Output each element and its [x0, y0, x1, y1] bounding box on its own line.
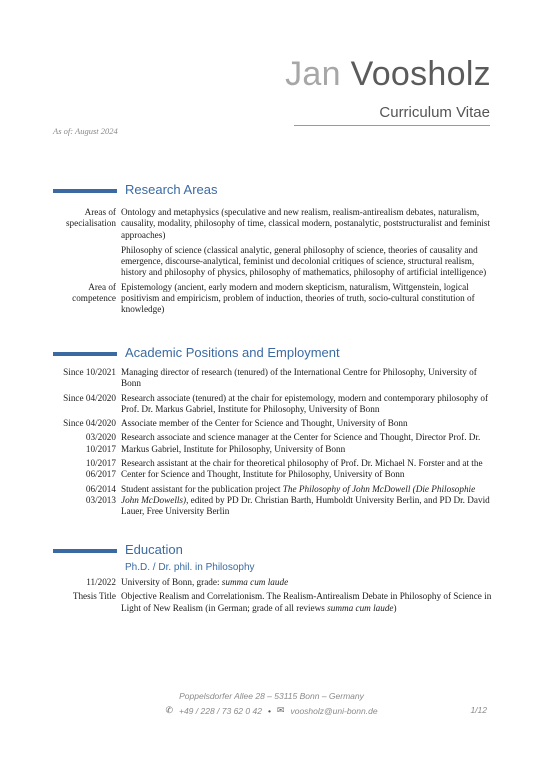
research-areas-block	[40, 207, 492, 319]
thesis-item	[40, 591, 492, 614]
page-number: 1/12	[470, 705, 487, 715]
footer-phone: +49 / 228 / 73 62 0 42	[178, 705, 262, 716]
envelope-icon: ✉	[276, 705, 285, 715]
row-content: University of Bonn, grade: summa cum laude	[121, 577, 289, 587]
section-bar	[53, 549, 117, 553]
row-content: Epistemology (ancient, early modern and modern skepticism, naturalism, Wittgenstein, logical positivism and empiricism, problem of induction, theories of truth, socio-cultural constitution of knowledge)	[121, 281, 475, 315]
position-item	[40, 432, 492, 455]
row-content: Research associate (tenured) at the chair for epistemology, modern and contemporary philosophy of Prof. Dr. Markus Gabriel, Institute for Philosophy, University of Bonn	[121, 392, 489, 414]
row-content: Research associate and science manager at the Center for Science and Thought, Director Prof. Dr. Markus Gabriel, Institute for Philosophy, University of Bonn	[121, 432, 481, 454]
section-bar	[53, 352, 117, 356]
row-date: 10/2017 06/2017	[85, 458, 116, 480]
row-date: Since 04/2020	[63, 418, 116, 429]
page-title	[285, 55, 491, 94]
header-divider	[294, 125, 490, 126]
education-item	[40, 577, 492, 588]
footer-email[interactable]: voosholz@uni-bonn.de	[290, 705, 378, 716]
row-area-of-competence	[40, 282, 492, 316]
degree-title: Ph.D. / Dr. phil. in Philosophy	[125, 562, 255, 573]
row-content: Objective Realism and Correlationism. The Realism-Antirealism Debate in Philosophy of Science in Light of New Realism (in German; grade of all reviews summa cum laude)	[121, 591, 492, 613]
position-item	[40, 458, 492, 481]
page-footer	[0, 691, 543, 716]
section-academic-positions	[53, 345, 493, 361]
section-research-areas	[53, 182, 493, 198]
specialisation-ontology: Ontology and metaphysics (speculative and new realism, realism-antirealism debates, naturalism, causality, modality, philosophy of time, classical modern, postanalytic, poststructuralist and feminist approaches)	[121, 207, 491, 240]
first-name: Jan	[285, 55, 341, 93]
row-date: 11/2022	[86, 577, 116, 587]
row-date: Since 10/2021	[63, 367, 116, 377]
row-content	[121, 207, 492, 279]
row-content: Research assistant at the chair for theoretical philosophy of Prof. Dr. Michael N. Forster and at the Center for Science and Thought, Institute for Philosophy, University of Bonn	[121, 458, 483, 480]
positions-block	[40, 367, 492, 521]
section-title: Research Areas	[125, 182, 218, 197]
row-date: 06/2014 03/2013	[85, 483, 116, 505]
footer-address: Poppelsdorfer Allee 28 – 53115 Bonn – Germany	[179, 691, 364, 701]
row-content: Managing director of research (tenured) of the International Centre for Philosophy, University of Bonn	[121, 367, 477, 389]
document-subtitle: Curriculum Vitae	[379, 104, 490, 121]
row-content: Student assistant for the publication project The Philosophy of John McDowell (Die Philosophie John McDowells), edited by PD Dr. Christian Barth, Humboldt University Berlin, and PD Dr. David Lauer, Free University Berlin	[121, 483, 490, 517]
separator-dot: •	[267, 705, 271, 716]
section-title: Academic Positions and Employment	[125, 345, 340, 360]
row-areas-of-specialisation	[40, 207, 492, 279]
row-date: Since 04/2020	[63, 392, 116, 403]
education-block	[40, 577, 492, 617]
row-content: Associate member of the Center for Science and Thought, University of Bonn	[121, 418, 408, 429]
section-bar	[53, 189, 117, 193]
position-item	[40, 393, 492, 416]
position-item	[40, 484, 492, 518]
position-item	[40, 418, 492, 429]
row-date: 03/2020 10/2017	[85, 432, 116, 454]
section-education	[53, 542, 493, 558]
phone-icon: ✆	[165, 705, 173, 715]
row-label: Thesis Title	[72, 591, 116, 602]
row-label: Areas of specialisation	[65, 207, 116, 229]
section-title: Education	[125, 542, 183, 557]
project-title: The Philosophy of John McDowell (Die Philosophie John McDowells)	[121, 483, 476, 505]
specialisation-science: Philosophy of science (classical analytic, general philosophy of science, theories of causality and emergence, discourse-analytical, feminist und decolonial critiques of science, structural realism, history and philosophy of physics, philosophy of mathematics, philosophy of artificial intelligence)	[121, 244, 487, 278]
last-name: Voosholz	[350, 55, 491, 93]
position-item	[40, 367, 492, 390]
as-of-date: As of: August 2024	[53, 126, 118, 136]
row-label: Area of competence	[72, 281, 116, 304]
